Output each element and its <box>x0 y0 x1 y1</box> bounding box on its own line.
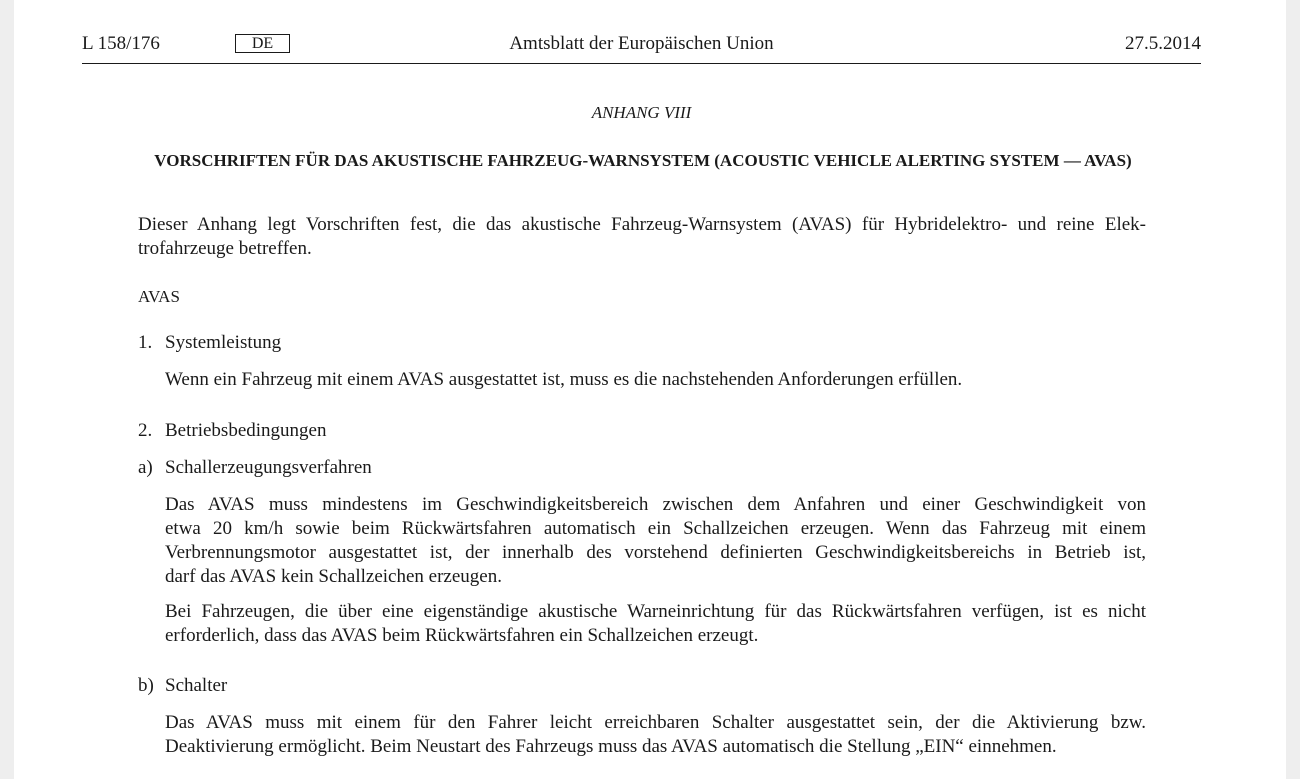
page-header <box>82 30 1201 60</box>
header-divider <box>82 63 1201 64</box>
paragraph-line: erforderlich, dass das AVAS beim Rückwärtsfahren ein Schallzeichen erzeugt. <box>165 625 759 646</box>
paragraph-line: Das AVAS muss mindestens im Geschwindigkeitsbereich zwischen dem Anfahren und einer Geschwindigkeit von <box>165 494 1146 515</box>
journal-title: Amtsblatt der Europäischen Union <box>509 33 774 54</box>
subsection-a-paragraph-1 <box>165 493 1146 589</box>
section-1-paragraph <box>165 368 1146 392</box>
intro-paragraph <box>138 213 1146 261</box>
subsection-b-paragraph <box>165 711 1146 759</box>
annex-label: ANHANG VIII <box>591 103 692 122</box>
viewer-left-margin <box>0 0 14 779</box>
subsection-letter: a) <box>138 457 153 478</box>
page-reference: L 158/176 <box>82 33 160 54</box>
section-title: Betriebsbedingungen <box>165 420 327 441</box>
section-number: 2. <box>138 420 153 441</box>
language-badge: DE <box>235 34 290 53</box>
section-number: 1. <box>138 332 153 353</box>
paragraph-line: Verbrennungsmotor ausgestattet ist, der innerhalb des vorstehend definierten Geschwindigkeitsbereichs in Betrieb ist, <box>165 542 1146 563</box>
paragraph-line: Wenn ein Fahrzeug mit einem AVAS ausgestattet ist, muss es die nachstehenden Anforderungen erfüllen. <box>165 369 963 390</box>
subsection-letter: b) <box>138 675 154 696</box>
paragraph-line: Bei Fahrzeugen, die über eine eigenständige akustische Warneinrichtung für das Rückwärtsfahren verfügen, ist es nicht <box>165 601 1146 622</box>
document-page <box>82 0 1201 779</box>
publication-date: 27.5.2014 <box>1125 33 1201 54</box>
paragraph-line: Das AVAS muss mit einem für den Fahrer leicht erreichbaren Schalter ausgestattet sein, der die Aktivierung bzw. <box>165 712 1146 733</box>
intro-line: trofahrzeuge betreffen. <box>138 238 312 259</box>
paragraph-line: Deaktivierung ermöglicht. Beim Neustart des Fahrzeugs muss das AVAS automatisch die Stellung „EIN“ einnehmen. <box>165 736 1057 757</box>
viewer-right-margin <box>1286 0 1300 779</box>
section-label: AVAS <box>138 287 180 306</box>
paragraph-line: darf das AVAS kein Schallzeichen erzeugen. <box>165 566 502 587</box>
paragraph-line: etwa 20 km/h sowie beim Rückwärtsfahren automatisch ein Schallzeichen erzeugen. Wenn das Fahrzeug mit einem <box>165 518 1146 539</box>
subsection-a-paragraph-2 <box>165 600 1146 648</box>
section-title: Systemleistung <box>165 332 282 353</box>
subsection-title: Schallerzeugungsverfahren <box>165 457 372 478</box>
intro-line: Dieser Anhang legt Vorschriften fest, die das akustische Fahrzeug-Warnsystem (AVAS) für Hybridelektro- und reine Elek- <box>138 214 1146 235</box>
subsection-title: Schalter <box>165 675 228 696</box>
annex-title: VORSCHRIFTEN FÜR DAS AKUSTISCHE FAHRZEUG-WARNSYSTEM (ACOUSTIC VEHICLE ALERTING SYSTEM — AVAS) <box>154 151 1132 170</box>
